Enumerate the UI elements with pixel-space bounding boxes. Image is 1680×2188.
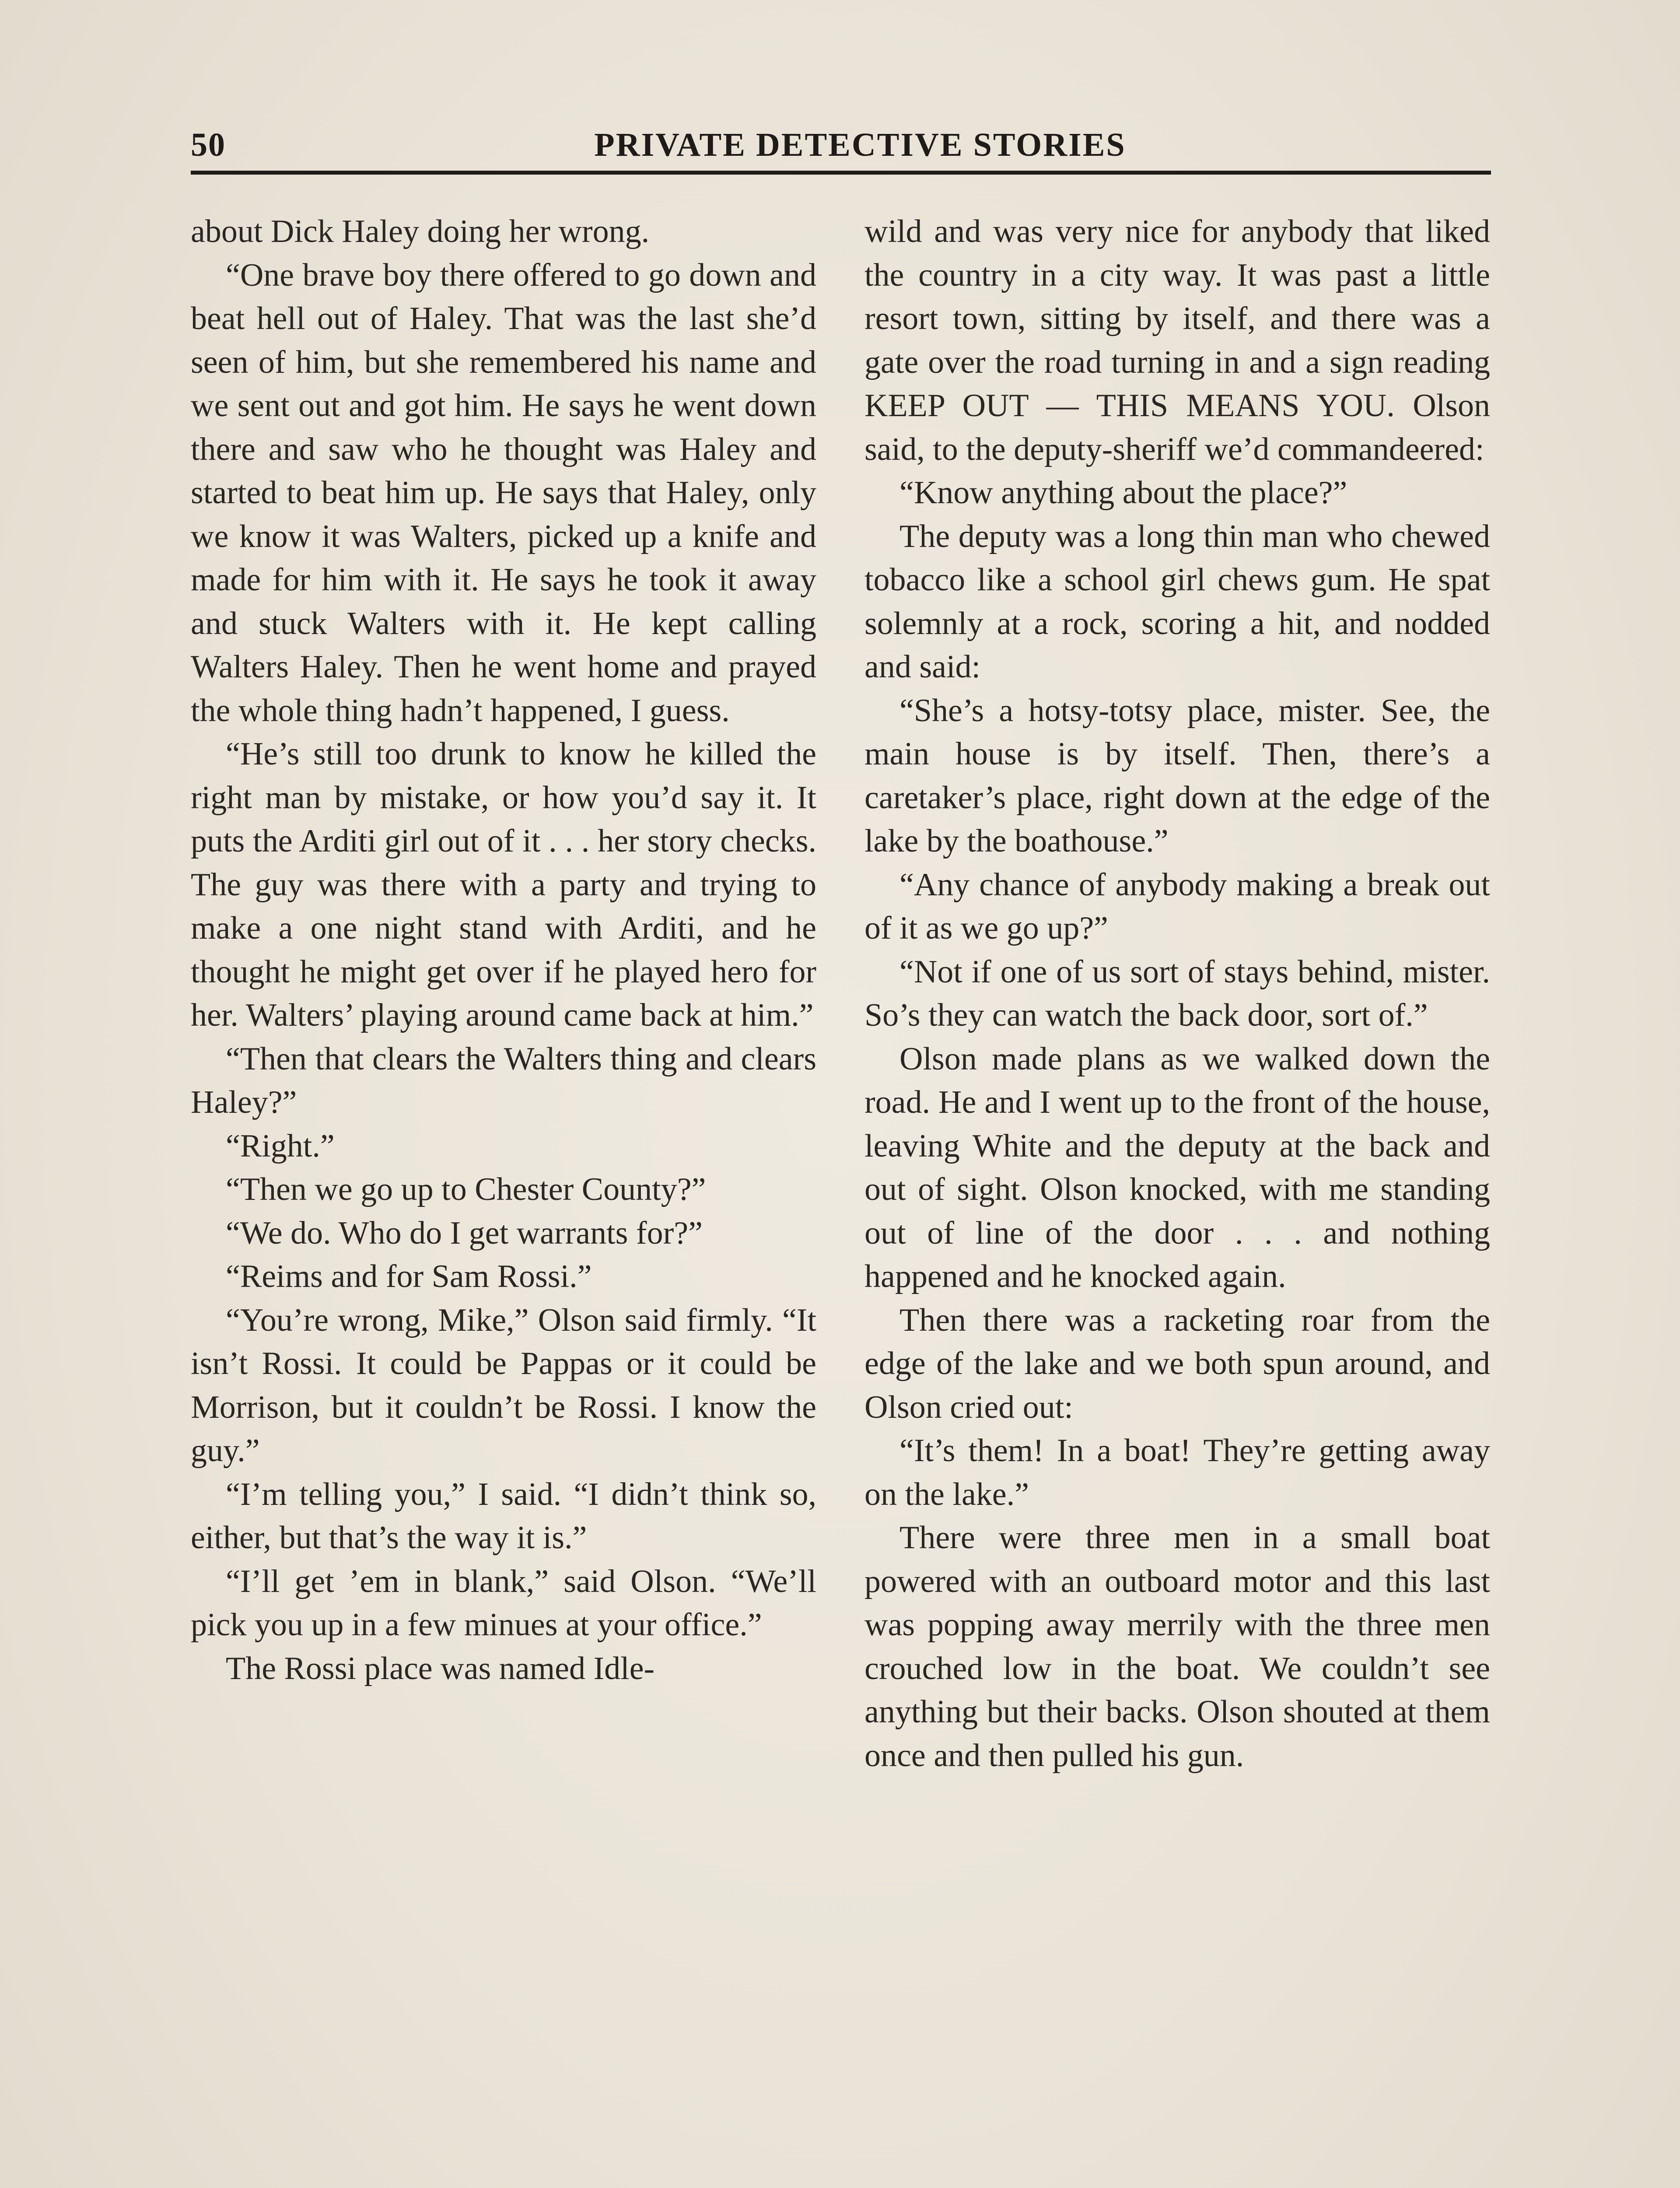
header-rule: [191, 171, 1491, 175]
paragraph: Olson made plans as we walked down the road. He and I went up to the front of the house, leaving White and the deputy at the back and out of sight. Olson knocked, with me standing out of line of the door . . . and nothing happened and he knocked again.: [864, 1041, 1490, 1294]
paragraph: “Then that clears the Walters thing and clears Haley?”: [191, 1041, 816, 1120]
paragraph: There were three men in a small boat powered with an outboard motor and this last was popping away merrily with the three men crouched low in the boat. We couldn’t see anything but their backs. Olson shouted at them once and then pulled his gun.: [864, 1520, 1490, 1774]
page-number: 50: [191, 126, 226, 163]
paragraph: “I’m telling you,” I said. “I didn’t think so, either, but that’s the way it is.”: [191, 1476, 816, 1556]
paragraph: The deputy was a long thin man who chewed tobacco like a school girl chews gum. He spat solemnly at a rock, scoring a hit, and nodded and said:: [864, 518, 1490, 685]
paragraph: “You’re wrong, Mike,” Olson said firmly. “It isn’t Rossi. It could be Pappas or it could be Morrison, but it couldn’t be Rossi. I know the guy.”: [191, 1302, 816, 1469]
right-column: [864, 210, 1490, 1778]
paragraph: “Any chance of anybody making a break out of it as we go up?”: [864, 866, 1490, 946]
paragraph: “We do. Who do I get warrants for?”: [226, 1215, 703, 1251]
paragraph: “He’s still too drunk to know he killed the right man by mistake, or how you’d say it. It puts the Arditi girl out of it . . . her story checks. The guy was there with a party and trying to make a one night stand with Arditi, and he thought he might get over if he played hero for her. Walters’ playing around came back at him.”: [191, 736, 816, 1033]
paragraph: about Dick Haley doing her wrong.: [191, 214, 650, 249]
paragraph: The Rossi place was named Idle-: [226, 1650, 655, 1687]
paragraph: wild and was very nice for anybody that liked the country in a city way. It was past a little resort town, sitting by itself, and there was a gate over the road turning in and a sign reading KEEP OUT — THIS MEANS YOU. Olson said, to the deputy-sheriff we’d commandeered:: [864, 214, 1490, 467]
paragraph: “Know anything about the place?”: [900, 475, 1348, 511]
paragraph: “Not if one of us sort of stays behind, mister. So’s they can watch the back door, sort of.”: [864, 954, 1490, 1033]
magazine-title: PRIVATE DETECTIVE STORIES: [594, 126, 1126, 163]
paragraph: “Right.”: [226, 1128, 335, 1164]
left-column: [191, 210, 816, 1690]
paragraph: “She’s a hotsy-totsy place, mister. See, the main house is by itself. Then, there’s a caretaker’s place, right down at the edge of the lake by the boathouse.”: [864, 692, 1490, 859]
paragraph: “Reims and for Sam Rossi.”: [226, 1259, 592, 1294]
paragraph: “I’ll get ’em in blank,” said Olson. “We’ll pick you up in a few minues at your office.”: [191, 1563, 816, 1643]
page-header: [191, 117, 1491, 170]
paragraph: “Then we go up to Chester County?”: [226, 1171, 706, 1207]
paragraph: “It’s them! In a boat! They’re getting away on the lake.”: [864, 1433, 1490, 1512]
paragraph: “One brave boy there offered to go down and beat hell out of Haley. That was the last she’d seen of him, but she remembered his name and we sent out and got him. He says he went down there and saw who he thought was Haley and started to beat him up. He says that Haley, only we know it was Walters, picked up a knife and made for him with it. He says he took it away and stuck Walters with it. He kept calling Walters Haley. Then he went home and prayed the whole thing hadn’t happened, I guess.: [191, 257, 816, 729]
paragraph: Then there was a racketing roar from the edge of the lake and we both spun around, and Olson cried out:: [864, 1302, 1490, 1425]
